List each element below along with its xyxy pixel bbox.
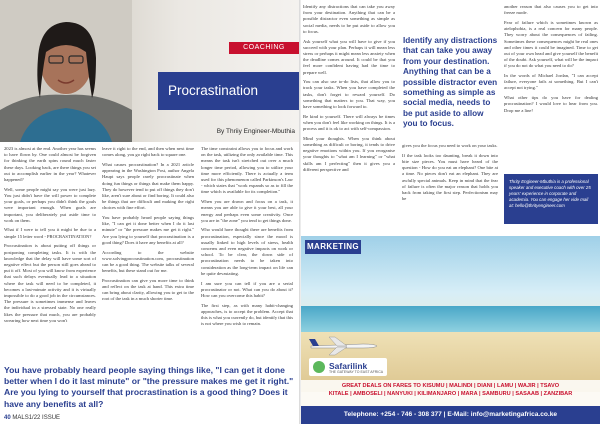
- pull-quote: Identify any distractions that can take you away from your destination. Anything that can be a possible distractor even something as simple as social media, needs to be put aside to allow you to focus.: [403, 36, 498, 129]
- safarilink-logo: [309, 358, 387, 376]
- paragraph: What if I were to tell you it might be due to a simple 15 letter word - PROCRASTINATION?: [4, 227, 96, 239]
- paragraph: 2023 is almost at the end. Another year has seems to have flown by. One could almost be forgiven for thinking the earth spins round much faster these days. Looking back, are there things you set out to accomplish earlier in the year? Whatever happened?: [4, 146, 96, 183]
- left-page: [0, 0, 299, 424]
- bullet-paragraph: Procrastination can give you more time to think and reflect on the task at hand. This extra time can bring about clarity, allowing you to get to the root of the task in a much shorter time.: [102, 277, 194, 302]
- column-3: [201, 146, 293, 331]
- pull-quote: You have probably heard people saying things like, "I can get it done better when I do it last minute" or "the pressure makes me get it right." Are you lying to yourself that procrastination is a good thing? Does it have any benefits at all?: [4, 365, 294, 409]
- paragraph: leave it right to the end, and then when next time comes along, you go right back to square one.: [102, 146, 194, 158]
- paragraph: According to the website www.solvingprocrastination.com, procrastination can be a good thing. The website talks of several benefits, but these stand out for me.: [102, 249, 194, 274]
- author-portrait: [0, 0, 132, 142]
- column-5: [402, 143, 498, 206]
- paragraph: The first step, as with many habit-changing approaches, is to accept the problem. Accept that this is what you currently do, but identify that this is not where you wish to remain.: [201, 302, 293, 327]
- advertisement: [301, 236, 600, 424]
- ad-contact: Telephone: +254 - 746 - 308 377 | E-Mail: info@marketingafrica.co.ke: [301, 406, 600, 424]
- bullet-paragraph: The time constraint allows you to focus and work on the task, utilizing the only available time. This means the task isn't stretched out over a much longer time period, allowing you to utilize your time more efficiently. There is actually a term used for this phenomenon called Parkinson's Law - which states that "work expands so as to fill the time which is available for its completion.": [201, 146, 293, 195]
- column-1: [4, 146, 96, 327]
- paragraph: Mind your thoughts. When you think about something as difficult or boring, it tends to drive negative emotions within you. If you reorganise your thoughts to "what am I learning" or "what skills am I perfecting" then it gives you a different perspective and: [303, 135, 395, 172]
- paragraph: Identify any distractions that can take you away from your destination. Anything that can be a possible distractor even something as simple as social media, needs to be put aside to allow you to focus.: [303, 4, 395, 34]
- airplane-icon: [309, 334, 379, 356]
- ad-sea: [301, 306, 600, 332]
- page-folio: [4, 415, 60, 421]
- paragraph: Fear of failure which is sometimes known as atelophobia, is a real concern for many people. They worry about the consequences of failing. Sometimes these consequences might be real ones and other times it could be imagined. Time to get out of your own head and give yourself the benefit of the doubt. Ask yourself, what will be the impact if you do not do what you need to do?: [504, 19, 598, 69]
- deals-line-1: GREAT DEALS ON FARES TO KISUMU | MALINDI | DIANI | LAMU | WAJIR | TSAVO: [341, 383, 560, 389]
- column-2: [102, 146, 194, 306]
- paragraph: If the task looks too daunting, break it down into bite size pieces. You must have heard of the question - How do you eat an elephant? One bite at a time. No pieces don't eat an elephant. They are awfully special animals. Keep in mind that the fear of failure is often the major reason that holds you back from taking the first step. Perfectionism may be: [402, 152, 498, 202]
- column-4: [303, 4, 395, 177]
- right-page: [301, 0, 600, 424]
- ad-deals: [301, 380, 600, 406]
- article-header: [0, 0, 299, 142]
- paragraph: Procrastination is about putting off things or postponing completing tasks. It is with the knowledge that the delay will have some sort of negative effect but the person still goes ahead to put it off. Most of you will know from experience that such delays eventually lead to a situation where the task will need to be completed, it becomes a last-minute activity and it is virtually impossible to do a good job in the circumstances. The pressure is sometimes immense and leaves the individual in a stressed state. No one really likes the pressure that much, you are probably swearing how next time you won't: [4, 243, 96, 323]
- paragraph: gives you the focus you need to work on your tasks.: [402, 143, 498, 148]
- article-title: Procrastination: [158, 72, 299, 110]
- paragraph: You have probably heard people saying things like, "I can get it done better when I do it last minute" or "the pressure makes me get it right." Are you lying to yourself that procrastination is a good thing? Does it have any benefits at all?: [102, 215, 194, 245]
- deals-line-2: KITALE | AMBOSELI | NANYUKI | KILIMANJARO | MARA | SAMBURU | SASAAB | ZANZIBAR: [328, 390, 573, 397]
- paragraph: What other tips do you have for dealing procrastination? I would love to hear from you. Drop me a line!: [504, 95, 598, 113]
- bullet-paragraph: When you are drawn and focus on a task, it means you are able to give it your best, all your energy and perhaps even some creativity. Once you are in "the zone" you tend to get things done.: [201, 199, 293, 223]
- logo-mark-icon: [313, 361, 325, 373]
- paragraph: Be kind to yourself. There will always be times when you don't feel like working on things. It is a process and it is ok to act with self-compassion.: [303, 113, 395, 132]
- ad-brand: Safarilink: [329, 361, 368, 371]
- column-6: [504, 4, 598, 117]
- ad-header: MARKETING: [305, 240, 361, 254]
- section-tag: COACHING: [229, 42, 299, 54]
- ad-brand-tagline: THE GATEWAY TO EAST AFRICA: [329, 370, 384, 374]
- paragraph: In the words of Michael Jordan, "I can accept failure, everyone fails at something. But I can't accept not trying.": [504, 73, 598, 91]
- paragraph: Well, some people might say you were just lazy. You just didn't have the will power to complete your goals, or perhaps you didn't think the goals were important enough. When goals are important, you deliberately put aside time to work on them.: [4, 186, 96, 223]
- paragraph: What causes procrastination? In a 2021 article appearing in the Washington Post, author Angela Haupt says people rarely procrastinate when doing fun things or things that make them happy. They do however tend to put off things they don't like, aren't sure about or find boring. It could also be things that are difficult and making the right choices with fine effort.: [102, 161, 194, 211]
- byline: By Thriiy Engineer-Mbuthia: [216, 128, 295, 135]
- paragraph: Who would have thought there are benefits from procrastination, especially since the mood is usually linked to high levels of stress, health concerns and even negative impacts on work or school. To be clear, the down side of procrastination needs to be taken into consideration as the long-term impact on life can be quite devastating.: [201, 227, 293, 276]
- paragraph: You can also use to-do lists, that allow you to track your tasks. When you have completed the tasks, don't forget to reward yourself. Do something that matters to you. That way, you have something to look forward to.: [303, 79, 395, 110]
- paragraph: Ask yourself what you will have to give if you succeed with your plan. Perhaps it will mean less stress or perhaps it might mean less anxiety when the deadline comes around. It could be that you feel more confident having had the time to prepare well.: [303, 38, 395, 75]
- issue-label: MALS1/22 ISSUE: [12, 415, 61, 421]
- page-number: 40: [4, 415, 11, 421]
- paragraph: another reason that also causes you to get into freeze mode.: [504, 4, 598, 16]
- paragraph: I am sure you can tell if you are a serial procrastinator or not. What can you do about it? How can you overcome this habit?: [201, 280, 293, 298]
- author-bio: Thrity Engineer-Mbuthia is a professional speaker and executive coach with over 25 years' experience in corporate and academia. You can engage her vide mail at: hello@thrityengineer.com: [504, 174, 598, 224]
